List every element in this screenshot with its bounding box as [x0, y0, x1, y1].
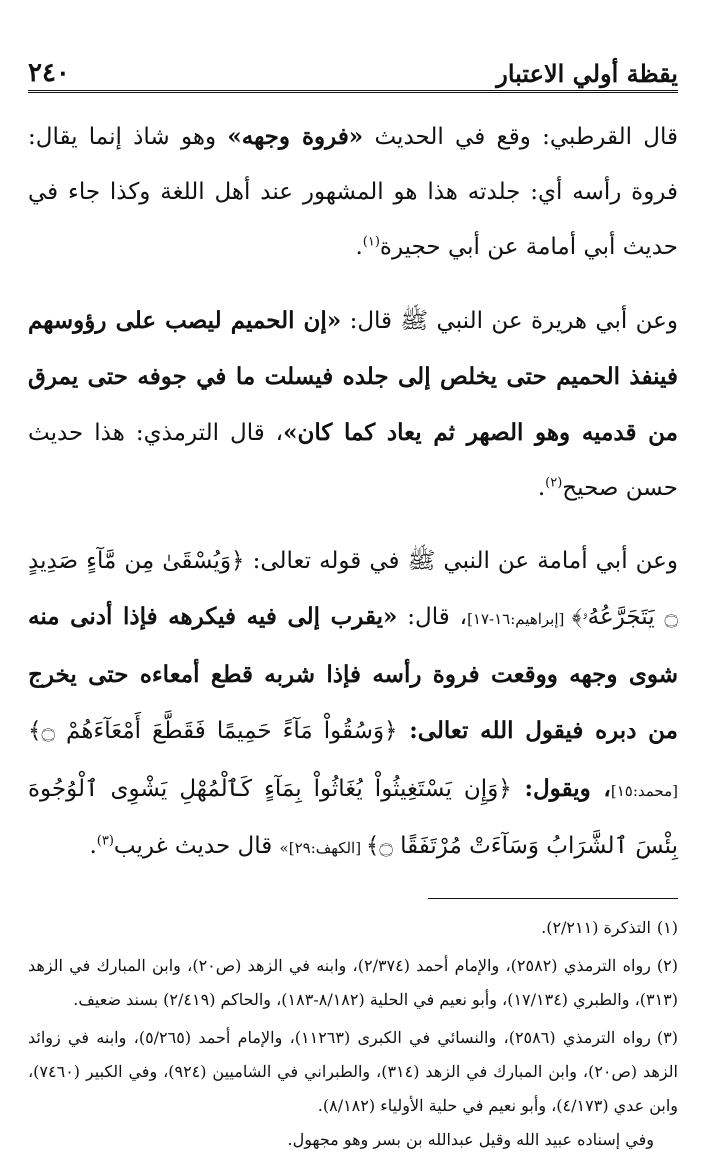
footnote-2 — [28, 949, 678, 1017]
footnote-number: (١) — [656, 918, 678, 937]
verse-reference: [الكهف:٢٩]» — [279, 839, 366, 857]
footnote-3 — [28, 1021, 678, 1157]
text-run: وهو شاذ إنما يقال: فروة رأسه أي: جلدته هذا هو المشهور عند أهل اللغة وكذا جاء في حديث أبي أمامة عن أبي حجيرة — [28, 124, 678, 260]
footnote-ref-2: (٢) — [545, 475, 563, 491]
footnotes — [28, 911, 678, 1157]
text-run: . — [89, 833, 97, 859]
footnote-ref-3: (٣) — [96, 833, 114, 849]
quran-verse: ﴿وَسُقُواْ مَآءً حَمِيمًا فَقَطَّعَ أَمْعَآءَهُمْ ۝﴾ — [28, 718, 398, 744]
text-run: وعن أبي أمامة عن النبي ﷺ في قوله تعالى: — [244, 548, 678, 574]
footnote-text: التذكرة (٢/٢١١). — [541, 918, 651, 937]
paragraph-abu-hurayra — [28, 293, 678, 516]
body-text — [28, 109, 678, 876]
paragraph-abu-umama — [28, 534, 678, 876]
footnote-1 — [28, 911, 678, 945]
quran-verse: ﴿وَإِن يَسْتَغِيثُواْ يُغَاثُواْ بِمَآءٍ كَٱلْمُهْلِ يَشْوِى ٱلْوُجُوهَ بِئْسَ ٱلشَّرَابُ وَسَآءَتْ مُرْتَفَقًا ۝﴾ — [28, 776, 678, 859]
text-run: . — [537, 475, 546, 501]
quoted-phrase: «فروة وجهه» — [227, 123, 364, 150]
text-run: قال حديث غريب — [113, 833, 280, 859]
text-run: ، ويقول: — [511, 775, 611, 802]
text-run: ، قال الترمذي: هذا حديث حسن صحيح — [28, 420, 678, 501]
text-run: وعن أبي هريرة عن النبي ﷺ قال: — [341, 308, 678, 334]
footnote-text: رواه الترمذي (٢٥٨٢)، والإمام أحمد (٢/٣٧٤)، وابنه في الزهد (ص٢٠)، وابن المبارك في الزهد (٣١٣)، والطبري (١٧/١٣٤)، وأبو نعيم في الحلية (٨/١٨٢-١٨٣)، والحاكم (٢/٤١٩) بسند ضعيف. — [28, 956, 678, 1009]
footnote-number: (٢) — [656, 956, 678, 975]
paragraph-qurtubi — [28, 109, 678, 275]
verse-reference: [إبراهيم:١٦-١٧] — [467, 610, 572, 628]
footnote-divider — [428, 898, 678, 899]
text-run: ، قال: — [397, 604, 468, 630]
running-header — [28, 44, 678, 93]
footnote-ref-1: (١) — [362, 234, 380, 250]
page-number: ٢٤٠ — [28, 58, 70, 88]
footnote-note: وفي إسناده عبيد الله وقيل عبدالله بن بسر وهو مجهول. — [287, 1130, 654, 1149]
hadith-text: «إن الحميم ليصب على رؤوسهم فينفذ الحميم حتى يخلص إلى جلده فيسلت ما في جوفه حتى يمرق من قدميه وهو الصهر ثم يعاد كما كان» — [28, 307, 678, 446]
footnote-text: رواه الترمذي (٢٥٨٦)، والنسائي في الكبرى (١١٢٦٣)، والإمام أحمد (٥/٢٦٥)، وابنه في زوائد الزهد (ص٢٠)، وابن المبارك في الزهد (٣١٤)، والطبراني في الشاميين (٩٢٤)، وفي الكبير (٧٤٦٠)، وابن عدي (٤/١٧٣)، وأبو نعيم في حلية الأولياء (٨/١٨٢). — [28, 1028, 678, 1115]
verse-reference: [محمد:١٥] — [610, 782, 678, 800]
text-run: قال القرطبي: وقع في الحديث — [363, 124, 678, 150]
text-run: . — [355, 234, 363, 260]
footnote-number: (٣) — [656, 1028, 678, 1047]
book-page — [28, 44, 678, 1161]
hadith-text: «يقرب إلى فيه فيكرهه فإذا أدنى منه شوى وجهه ووقعت فروة رأسه فإذا شربه قطع أمعاءه حتى يخرج من دبره فيقول الله تعالى: — [28, 603, 678, 744]
book-title: يقظة أولي الاعتبار — [496, 59, 678, 88]
quran-verse: ﴿وَيُسْقَىٰ مِن مَّآءٍ صَدِيدٍ ۝ يَتَجَرَّعُهُۥ﴾ — [28, 548, 678, 630]
